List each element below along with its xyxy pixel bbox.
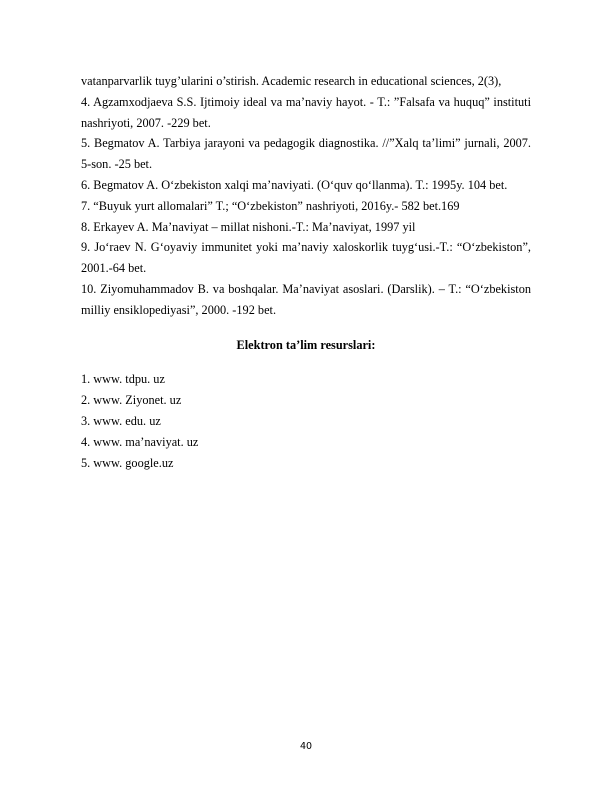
reference-item: vatanparvarlik tuyg’ularini o’stirish. Academic research in educational sciences, 2(3),: [81, 74, 502, 88]
reference-item: 8. Erkayev A. Ma’naviyat – millat nishoni.-T.: Ma’naviyat, 1997 yil: [81, 219, 416, 234]
page-content: [81, 71, 531, 473]
reference-item: 6. Begmatov A. O‘zbekiston xalqi ma’naviyati. (O‘quv qo‘llanma). T.: 1995y. 104 bet.: [81, 177, 508, 192]
reference-item: 7. “Buyuk yurt allomalari” T.; “O‘zbekiston” nashriyoti, 2016y.- 582 bet.169: [81, 198, 460, 213]
reference-item: 4. Agzamxodjaeva S.S. Ijtimoiy ideal va ma’naviy hayot. - T.: ”Falsafa va huquq” instituti nashriyoti, 2007. -229 bet.: [81, 94, 531, 130]
page-number: 40: [299, 741, 313, 752]
resource-link: 1. www. tdpu. uz: [81, 372, 165, 387]
reference-item: 10. Ziyomuhammadov B. va boshqalar. Ma’naviyat asoslari. (Darslik). – T.: “O‘zbekiston milliy ensiklopediyasi”, 2000. -192 bet.: [81, 281, 531, 317]
reference-item: 5. Begmatov A. Tarbiya jarayoni va pedagogik diagnostika. //”Xalq ta’limi” jurnali, 2007. 5-son. -25 bet.: [81, 136, 531, 172]
resource-link: 3. www. edu. uz: [81, 413, 161, 428]
resource-link-list: [81, 369, 531, 473]
resource-link: 4. www. ma’naviyat. uz: [81, 434, 199, 449]
resource-link: 2. www. Ziyonet. uz: [81, 393, 182, 408]
reference-item: 9. Jo‘raev N. G‘oyaviy immunitet yoki ma’naviy xaloskorlik tuyg‘usi.-T.: “O‘zbekiston”, 2001.-64 bet.: [81, 240, 531, 276]
resource-link: 5. www. google.uz: [81, 455, 174, 470]
reference-list: [81, 71, 531, 321]
section-heading: Elektron ta’lim resurslari:: [236, 337, 376, 352]
